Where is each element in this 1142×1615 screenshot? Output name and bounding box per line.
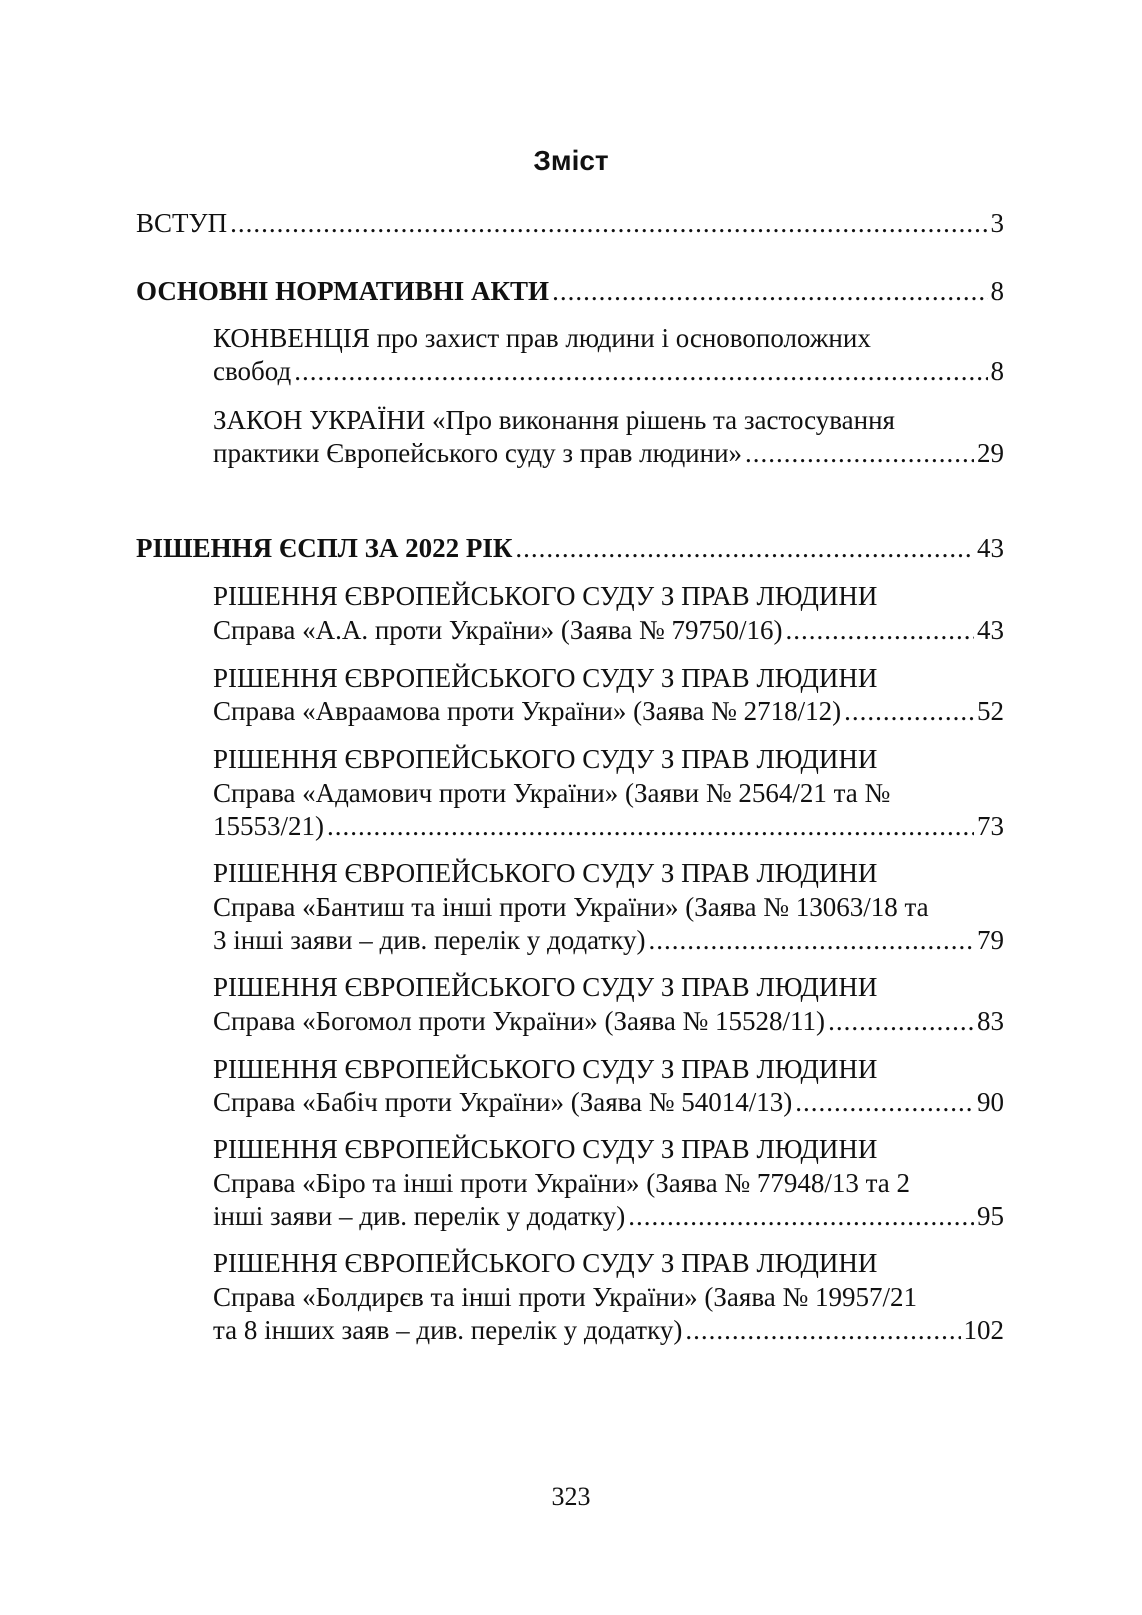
toc-page-number: 102 (963, 1315, 1004, 1345)
case-heading-text: РІШЕННЯ ЄВРОПЕЙСЬКОГО СУДУ З ПРАВ ЛЮДИНИ (213, 744, 878, 774)
case-entry-line1[interactable] (213, 776, 1004, 810)
leader-dots (844, 694, 974, 728)
case-text: Справа «Авраамова проти України» (Заява № 2718/12) (213, 696, 842, 726)
case-entry[interactable] (213, 694, 1004, 728)
case-text: та 8 інших заяв – див. перелік у додатку) (213, 1315, 683, 1345)
case-text: 15553/21) (213, 811, 324, 841)
toc-page-number: 90 (977, 1087, 1004, 1117)
toc-entry-vstup[interactable] (136, 206, 1004, 240)
case-entry[interactable] (213, 613, 1004, 647)
leader-dots (745, 436, 974, 470)
case-heading[interactable] (213, 970, 1004, 1004)
toc-page-number: 8 (990, 356, 1004, 386)
toc-entry-zakon-line1[interactable] (213, 403, 1004, 437)
case-heading[interactable] (213, 661, 1004, 695)
leader-dots (230, 206, 987, 240)
leader-dots (828, 1004, 974, 1038)
case-entry-line1[interactable] (213, 1280, 1004, 1314)
toc-entry-text: РІШЕННЯ ЄСПЛ ЗА 2022 РІК (136, 533, 513, 563)
case-heading[interactable] (213, 579, 1004, 613)
leader-dots (685, 1313, 960, 1347)
case-text: Справа «Богомол проти України» (Заява № 15528/11) (213, 1006, 826, 1036)
toc-entry-text: ВСТУП (136, 208, 228, 238)
case-text: Справа «Біро та інші проти України» (Заява № 77948/13 та 2 (213, 1168, 910, 1198)
toc-section-osnovni[interactable] (136, 274, 1004, 308)
toc-page-number: 43 (977, 615, 1004, 645)
toc-entry-text: ОСНОВНІ НОРМАТИВНІ АКТИ (136, 276, 550, 306)
case-text: Справа «А.А. проти України» (Заява № 79750/16) (213, 615, 783, 645)
case-text: інші заяви – див. перелік у додатку) (213, 1201, 626, 1231)
toc-entry-text: свобод (213, 356, 292, 386)
toc-page-number: 29 (977, 438, 1004, 468)
leader-dots (628, 1199, 974, 1233)
case-entry-line2[interactable] (213, 1199, 1004, 1233)
case-heading[interactable] (213, 1246, 1004, 1280)
case-text: Справа «Бантиш та інші проти України» (Заява № 13063/18 та (213, 892, 929, 922)
toc-page-number: 83 (977, 1006, 1004, 1036)
toc-page-number: 73 (977, 811, 1004, 841)
case-entry-line1[interactable] (213, 1166, 1004, 1200)
toc-page-number: 79 (977, 925, 1004, 955)
toc-page-number: 8 (990, 276, 1004, 306)
case-text: Справа «Болдирєв та інші проти України» (Заява № 19957/21 (213, 1282, 917, 1312)
leader-dots (648, 923, 974, 957)
page-number: 323 (551, 1482, 591, 1511)
toc-section-rishennya[interactable] (136, 531, 1004, 565)
case-heading-text: РІШЕННЯ ЄВРОПЕЙСЬКОГО СУДУ З ПРАВ ЛЮДИНИ (213, 663, 878, 693)
case-heading-text: РІШЕННЯ ЄВРОПЕЙСЬКОГО СУДУ З ПРАВ ЛЮДИНИ (213, 858, 878, 888)
case-heading-text: РІШЕННЯ ЄВРОПЕЙСЬКОГО СУДУ З ПРАВ ЛЮДИНИ (213, 581, 878, 611)
toc-page-number: 95 (977, 1201, 1004, 1231)
case-heading-text: РІШЕННЯ ЄВРОПЕЙСЬКОГО СУДУ З ПРАВ ЛЮДИНИ (213, 1134, 878, 1164)
case-entry-line2[interactable] (213, 809, 1004, 843)
leader-dots (785, 613, 974, 647)
case-entry[interactable] (213, 1085, 1004, 1119)
case-heading-text: РІШЕННЯ ЄВРОПЕЙСЬКОГО СУДУ З ПРАВ ЛЮДИНИ (213, 1054, 878, 1084)
toc-entry-konventsiya-line1[interactable] (213, 321, 1004, 355)
case-entry-line1[interactable] (213, 890, 1004, 924)
leader-dots (795, 1085, 974, 1119)
leader-dots (294, 354, 987, 388)
toc-page-number: 3 (990, 208, 1004, 238)
case-text: 3 інші заяви – див. перелік у додатку) (213, 925, 646, 955)
toc-page-number: 52 (977, 696, 1004, 726)
toc-entry-zakon-line2[interactable] (213, 436, 1004, 470)
case-heading[interactable] (213, 1052, 1004, 1086)
toc-entry-text: КОНВЕНЦІЯ про захист прав людини і основоположних (213, 323, 871, 353)
case-text: Справа «Адамович проти України» (Заяви № 2564/21 та № (213, 778, 891, 808)
toc-entry-text: ЗАКОН УКРАЇНИ «Про виконання рішень та застосування (213, 405, 895, 435)
case-entry-line2[interactable] (213, 923, 1004, 957)
case-heading[interactable] (213, 856, 1004, 890)
case-heading-text: РІШЕННЯ ЄВРОПЕЙСЬКОГО СУДУ З ПРАВ ЛЮДИНИ (213, 1248, 878, 1278)
case-entry-line2[interactable] (213, 1313, 1004, 1347)
leader-dots (552, 274, 987, 308)
page-title: Зміст (533, 145, 609, 176)
leader-dots (327, 809, 974, 843)
case-text: Справа «Бабіч проти України» (Заява № 54014/13) (213, 1087, 793, 1117)
case-heading[interactable] (213, 742, 1004, 776)
case-heading-text: РІШЕННЯ ЄВРОПЕЙСЬКОГО СУДУ З ПРАВ ЛЮДИНИ (213, 972, 878, 1002)
leader-dots (515, 531, 974, 565)
case-entry[interactable] (213, 1004, 1004, 1038)
toc-entry-konventsiya-line2[interactable] (213, 354, 1004, 388)
toc-entry-text: практики Європейського суду з прав людини» (213, 438, 743, 468)
case-heading[interactable] (213, 1132, 1004, 1166)
toc-page-number: 43 (977, 533, 1004, 563)
